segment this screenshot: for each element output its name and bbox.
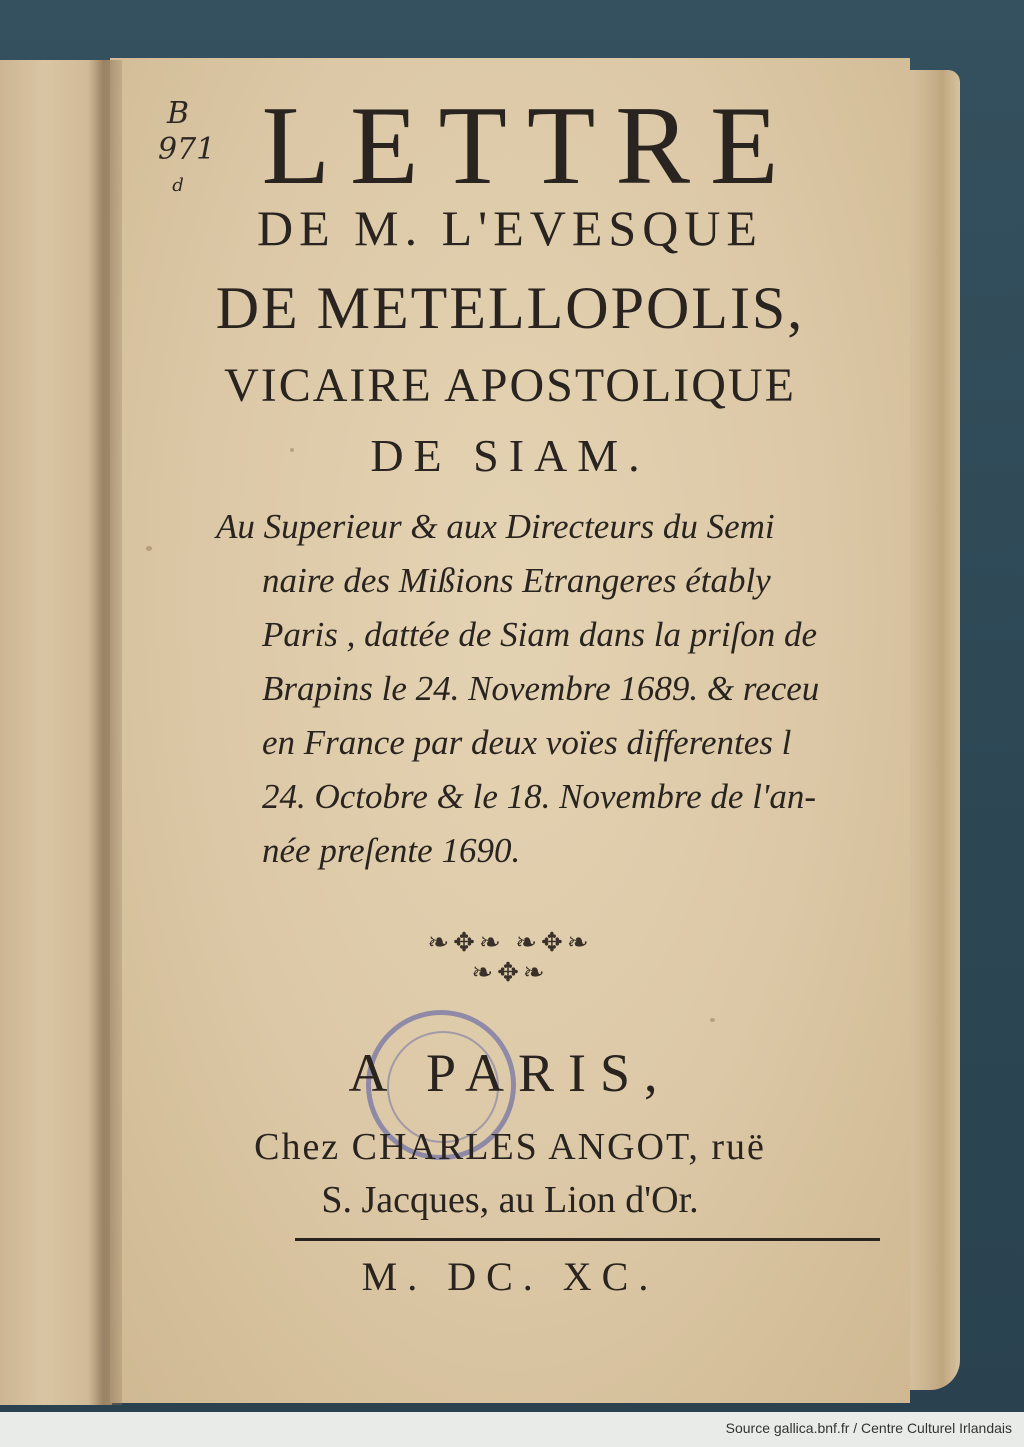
address-line: née preſente 1690. bbox=[262, 831, 521, 870]
divider-rule bbox=[295, 1238, 880, 1241]
imprint-date: M. DC. XC. bbox=[361, 1254, 659, 1299]
title-line-2: DE METELLOPOLIS, bbox=[215, 275, 805, 341]
handwritten-shelfmark bbox=[158, 96, 216, 204]
address-line: Paris , dattée de Siam dans la priſon de bbox=[262, 615, 818, 654]
foxing-speck bbox=[146, 546, 152, 551]
address-line: Au Superieur & aux Directeurs du Semi bbox=[216, 507, 775, 546]
address-paragraph bbox=[218, 500, 878, 878]
imprint-address: S. Jacques, au Lion d'Or. bbox=[321, 1179, 699, 1221]
address-line: 24. Octobre & le 18. Novembre de l'an- bbox=[262, 777, 817, 816]
title-line-4: DE SIAM. bbox=[370, 430, 650, 481]
shelfmark-letter: B bbox=[166, 96, 190, 131]
address-line: Brapins le 24. Novembre 1689. & receu bbox=[262, 669, 820, 708]
shelfmark-number: 971 bbox=[158, 132, 216, 167]
source-credit: Source gallica.bnf.fr / Centre Culturel Irlandais bbox=[725, 1420, 1012, 1436]
title-main: LETTRE bbox=[261, 84, 799, 208]
title-line-1: DE M. L'EVESQUE bbox=[257, 200, 763, 256]
title-page bbox=[110, 58, 910, 1403]
printer-ornament-top: ❧✥❧ ❧✥❧ bbox=[427, 928, 593, 957]
title-line-3: VICAIRE APOSTOLIQUE bbox=[224, 359, 796, 412]
address-line: en France par deux voïes differentes l bbox=[262, 723, 792, 762]
shelfmark-sub: d bbox=[172, 175, 184, 196]
imprint-publisher: Chez CHARLES ANGOT, ruë bbox=[254, 1126, 766, 1168]
book-gutter bbox=[88, 60, 122, 1405]
address-line: naire des Mißions Etrangeres étably bbox=[262, 561, 771, 600]
foxing-speck bbox=[710, 1018, 715, 1022]
printer-ornament-bottom: ❧✥❧ bbox=[471, 958, 549, 987]
imprint-place: A PARIS, bbox=[348, 1043, 672, 1103]
